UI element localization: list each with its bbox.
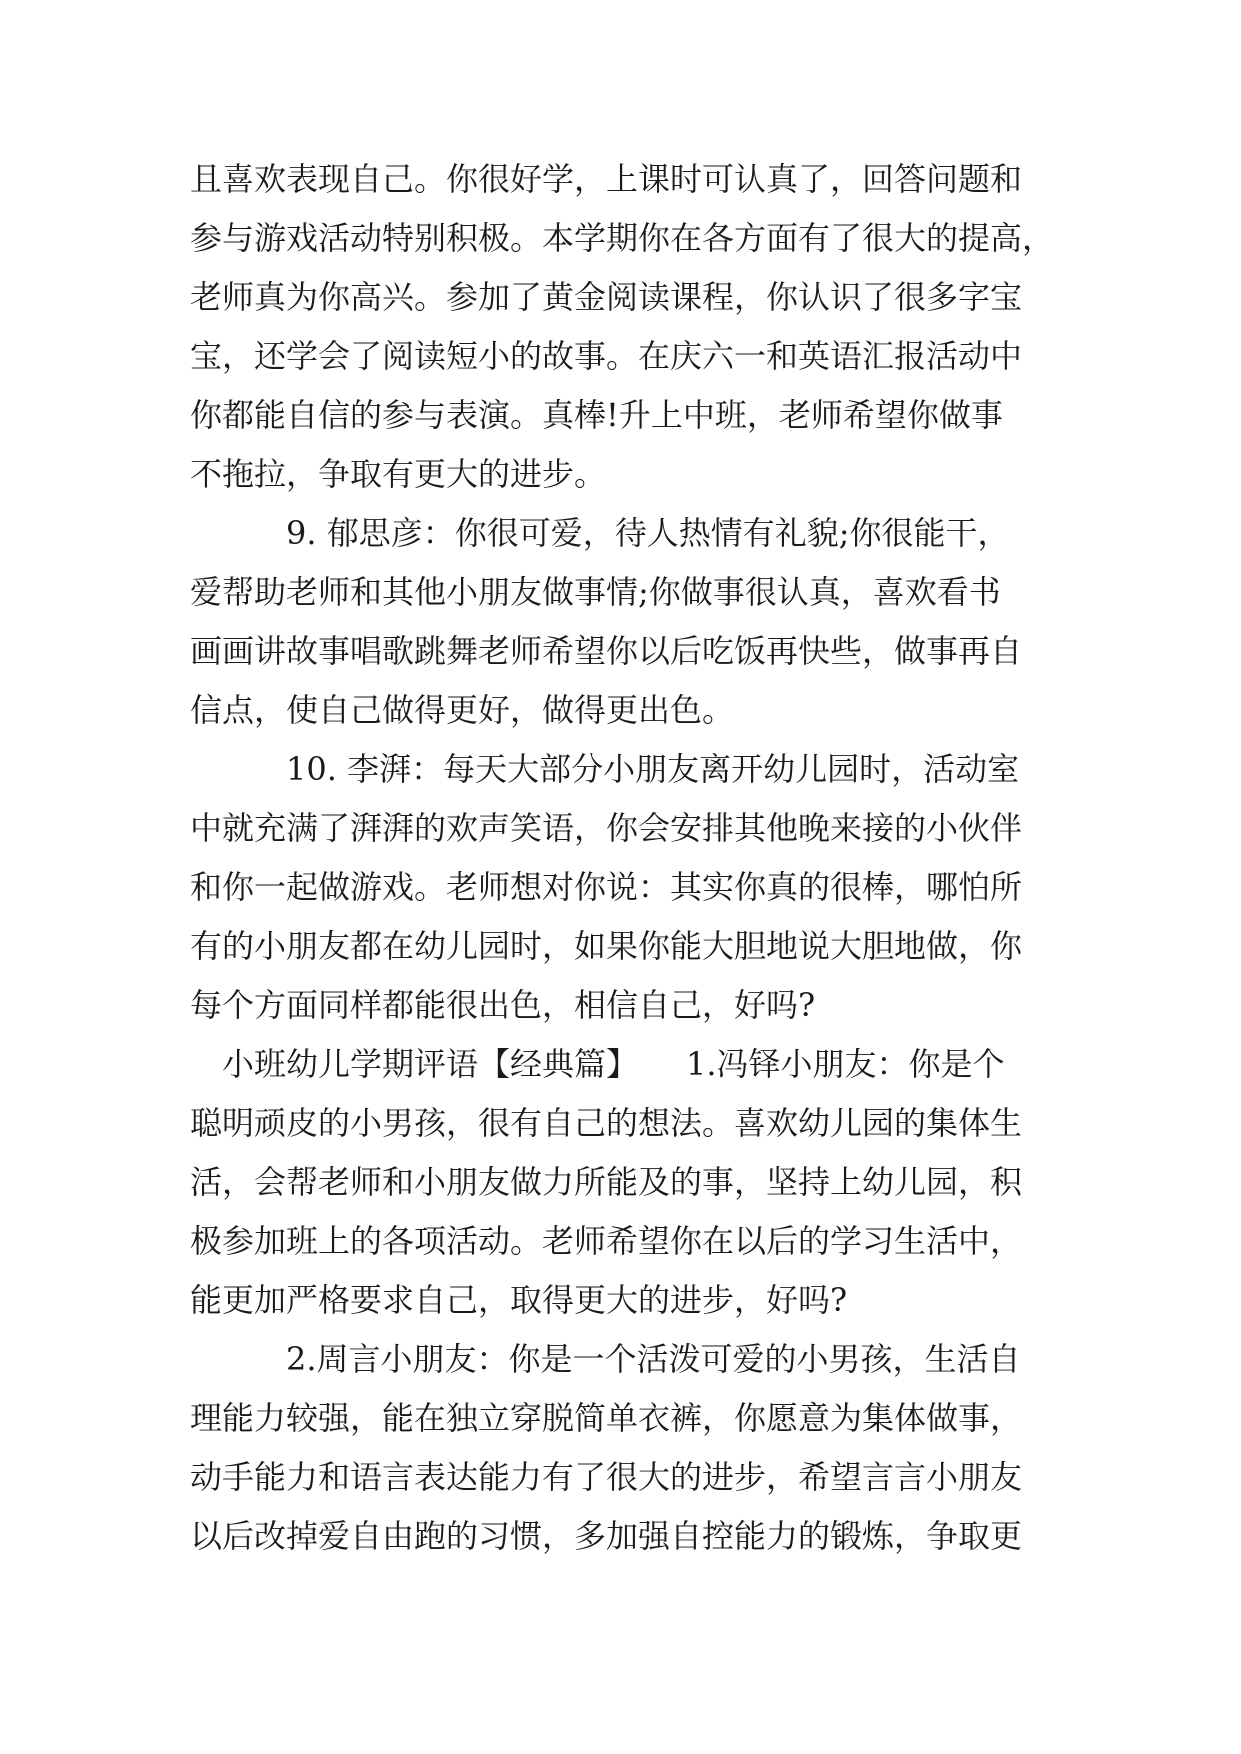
text-line: 画画讲故事唱歌跳舞老师希望你以后吃饭再快些，做事再自 <box>190 632 1023 670</box>
text-line: 和你一起做游戏。老师想对你说：其实你真的很棒，哪怕所 <box>190 868 1023 906</box>
body-text <box>190 150 1060 1566</box>
text-line: 理能力较强，能在独立穿脱简单衣裤，你愿意为集体做事， <box>190 1399 1023 1437</box>
text-line: 且喜欢表现自己。你很好学，上课时可认真了，回答问题和 <box>190 160 1023 198</box>
text-line: 你都能自信的参与表演。真棒!升上中班，老师希望你做事 <box>190 396 1003 434</box>
text-line: 10. 李湃：每天大部分小朋友离开幼儿园时，活动室 <box>286 750 1020 788</box>
text-line: 老师真为你高兴。参加了黄金阅读课程，你认识了很多字宝 <box>190 278 1023 316</box>
text-line: 爱帮助老师和其他小朋友做事情;你做事很认真，喜欢看书 <box>190 573 1001 611</box>
text-line: 参与游戏活动特别积极。本学期你在各方面有了很大的提高， <box>190 219 1055 257</box>
section-heading-line: 小班幼儿学期评语【经典篇】 1.冯铎小朋友：你是个 <box>222 1045 1005 1083</box>
text-line: 中就充满了湃湃的欢声笑语，你会安排其他晚来接的小伙伴 <box>190 809 1023 847</box>
text-line: 聪明顽皮的小男孩，很有自己的想法。喜欢幼儿园的集体生 <box>190 1104 1023 1142</box>
text-line: 动手能力和语言表达能力有了很大的进步，希望言言小朋友 <box>190 1458 1023 1496</box>
text-line: 活，会帮老师和小朋友做力所能及的事，坚持上幼儿园，积 <box>190 1163 1023 1201</box>
text-line: 有的小朋友都在幼儿园时，如果你能大胆地说大胆地做，你 <box>190 927 1023 965</box>
text-line: 信点，使自己做得更好，做得更出色。 <box>190 691 735 729</box>
text-line: 以后改掉爱自由跑的习惯，多加强自控能力的锻炼，争取更 <box>190 1517 1023 1555</box>
text-line: 每个方面同样都能很出色，相信自己，好吗? <box>190 986 816 1024</box>
text-line: 不拖拉，争取有更大的进步。 <box>190 455 607 493</box>
text-line: 9. 郁思彦：你很可爱，待人热情有礼貌;你很能干， <box>286 514 1010 552</box>
text-line: 能更加严格要求自己，取得更大的进步，好吗? <box>190 1281 848 1319</box>
text-line: 极参加班上的各项活动。老师希望你在以后的学习生活中， <box>190 1222 1023 1260</box>
text-line: 宝，还学会了阅读短小的故事。在庆六一和英语汇报活动中 <box>190 337 1023 375</box>
text-line: 2.周言小朋友：你是一个活泼可爱的小男孩，生活自 <box>286 1340 1021 1378</box>
